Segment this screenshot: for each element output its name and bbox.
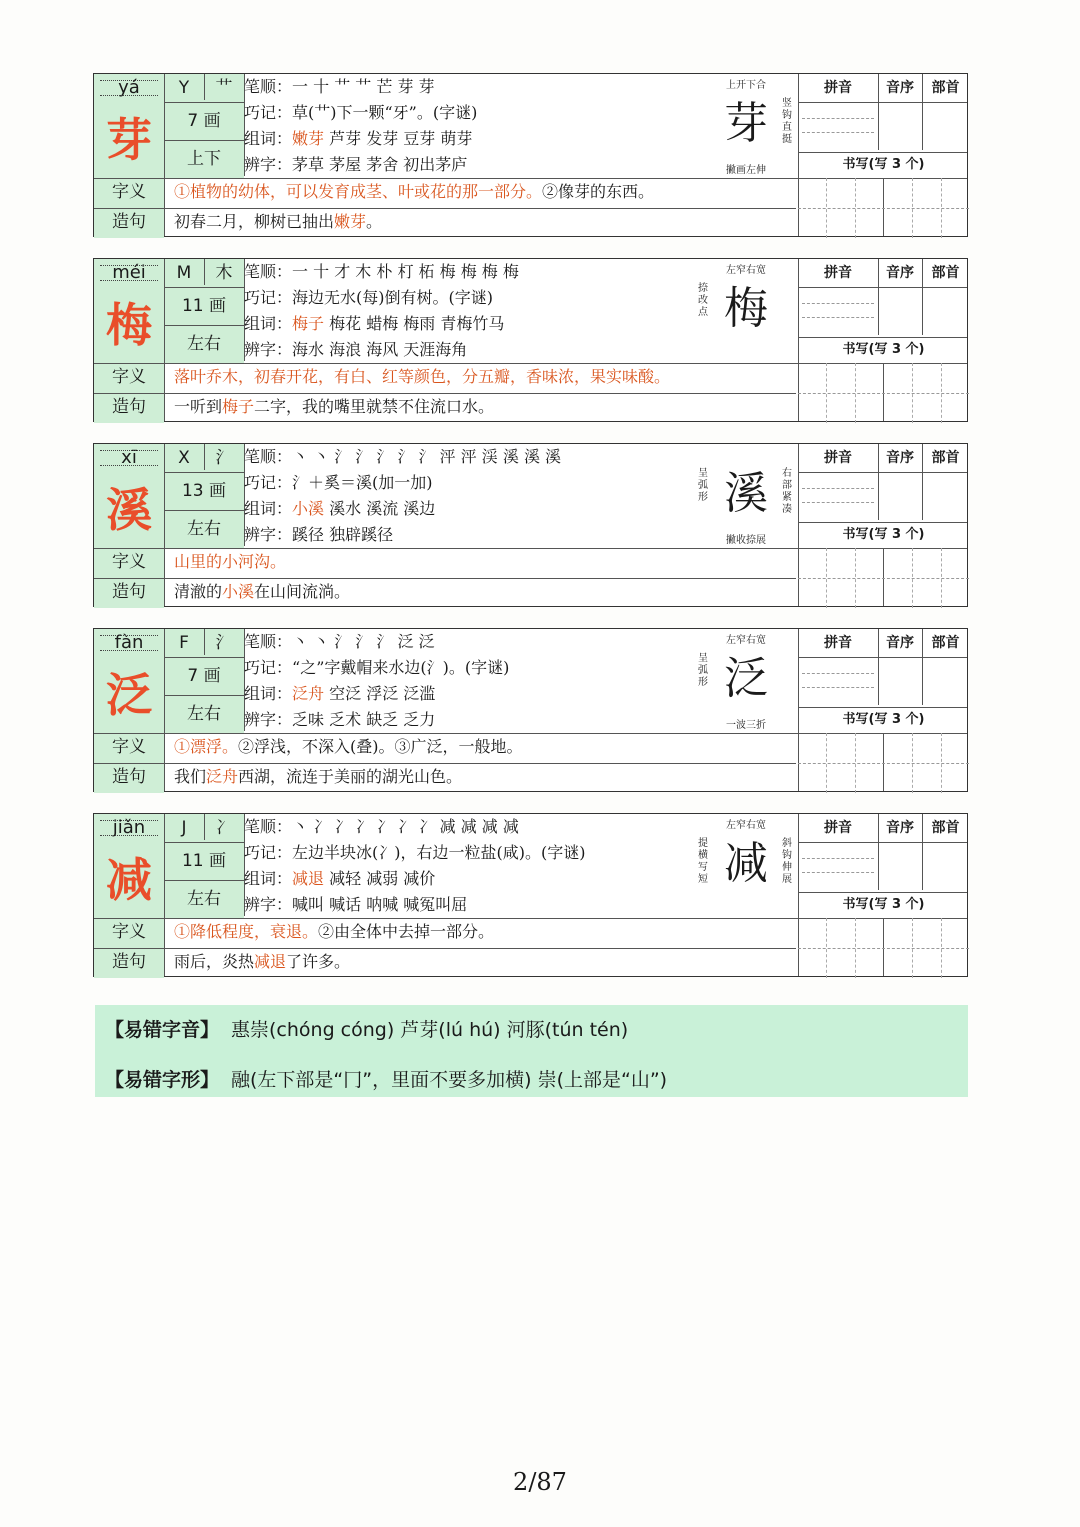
distinguish-label: 辨字： <box>244 340 293 359</box>
meaning-rest: ②浮浅，不深入(叠)。③广泛，一般地。 <box>238 737 523 756</box>
sentence-post: 二字，我的嘴里就禁不住流口水。 <box>254 397 495 416</box>
sentence-post: 西湖，流连于美丽的湖光山色。 <box>238 767 463 786</box>
pinyin-header: 拼音 <box>824 265 852 281</box>
sentence-pre: 一听到 <box>174 397 223 416</box>
common-errors-box <box>95 1005 968 1097</box>
words-label: 组词： <box>244 869 293 888</box>
mnemonic: 草(艹)下一颗“牙”。(字谜) <box>292 103 478 122</box>
writing-demo <box>694 74 798 178</box>
pinyin: jiǎn <box>94 814 164 842</box>
demo-bottom-note: 撇画左伸 <box>726 165 766 176</box>
structure: 左右 <box>187 334 221 354</box>
structure: 上下 <box>187 149 221 169</box>
pinyin: yá <box>94 74 164 102</box>
char-card <box>93 628 968 792</box>
write-header: 书写(写 3 个) <box>842 157 925 172</box>
meaning-highlight: 落叶乔木，初春开花，有白、红等颜色，分五瓣，香味浓，果实味酸。 <box>174 367 671 386</box>
words: 减轻 减弱 减价 <box>324 869 436 888</box>
demo-character: 减 <box>724 838 768 889</box>
radical: 氵 <box>215 448 233 468</box>
radical-header: 部首 <box>931 265 960 281</box>
demo-top-note: 左窄右宽 <box>726 820 766 831</box>
stroke-order-label: 笔顺： <box>244 632 293 651</box>
sentence-label: 造句 <box>112 952 146 972</box>
write-practice-area[interactable] <box>798 733 969 793</box>
info-lines <box>244 444 694 548</box>
sentence-highlight: 减退 <box>254 952 287 971</box>
distinguish: 海水 海浪 海风 天涯海角 <box>292 340 468 359</box>
main-character: 芽 <box>106 113 152 167</box>
order-header: 音序 <box>886 635 914 651</box>
meaning <box>174 918 494 946</box>
structure: 左右 <box>187 889 221 909</box>
sentence-post: 。 <box>366 212 383 231</box>
mnemonic-label: 巧记： <box>244 843 293 862</box>
words-label: 组词： <box>244 314 293 333</box>
mnemonic-label: 巧记： <box>244 288 293 307</box>
stroke-order: 一 十 才 木 朴 朾 柘 梅 梅 梅 梅 <box>292 262 519 281</box>
main-character: 减 <box>106 853 152 907</box>
mnemonic: 海边无水(每)倒有树。(字谜) <box>292 288 493 307</box>
demo-left-note: 捺改点 <box>698 283 708 318</box>
sentence <box>174 763 462 791</box>
main-character: 溪 <box>106 483 152 537</box>
meaning-rest: ②像芽的东西。 <box>542 182 655 201</box>
meaning-label: 字义 <box>112 182 146 202</box>
sentence <box>174 578 350 606</box>
demo-left-note: 呈弧形 <box>698 653 708 688</box>
pinyin-header: 拼音 <box>824 820 852 836</box>
sentence-highlight: 小溪 <box>222 582 255 601</box>
distinguish: 茅草 茅屋 茅舍 初出茅庐 <box>292 155 468 174</box>
sentence <box>174 208 382 236</box>
sentence-highlight: 梅子 <box>222 397 255 416</box>
order-header: 音序 <box>886 450 914 466</box>
info-lines <box>244 74 694 178</box>
sentence-post: 在山间流淌。 <box>254 582 351 601</box>
sentence-highlight: 嫩芽 <box>334 212 367 231</box>
mnemonic-label: 巧记： <box>244 473 293 492</box>
words: 芦芽 发芽 豆芽 萌芽 <box>324 129 473 148</box>
write-header: 书写(写 3 个) <box>842 712 925 727</box>
stroke-count: 13 画 <box>181 481 227 501</box>
words-highlight: 减退 <box>292 869 325 888</box>
sentence-pre: 我们 <box>174 767 207 786</box>
pinyin: fàn <box>94 629 164 657</box>
radical: 冫 <box>215 818 233 838</box>
stroke-count: 7 画 <box>187 666 221 686</box>
error-shape-line <box>105 1065 667 1092</box>
stroke-order-label: 笔顺： <box>244 77 293 96</box>
write-practice-area[interactable] <box>798 548 969 608</box>
sentence-label: 造句 <box>112 212 146 232</box>
words-label: 组词： <box>244 129 293 148</box>
sentence-pre: 初春二月，柳树已抽出 <box>174 212 335 231</box>
words-label: 组词： <box>244 499 293 518</box>
words: 空泛 浮泛 泛滥 <box>324 684 436 703</box>
demo-bottom-note: 撇收捺展 <box>726 535 766 546</box>
write-header: 书写(写 3 个) <box>842 897 925 912</box>
meaning-label: 字义 <box>112 737 146 757</box>
mnemonic: “之”字戴帽来水边(氵)。(字谜) <box>292 658 510 677</box>
mnemonic-label: 巧记： <box>244 658 293 677</box>
stroke-order: 丶 丶 氵 氵 氵 氵 氵 泙 泙 渓 溪 溪 溪 <box>292 447 562 466</box>
char-card <box>93 73 968 237</box>
writing-demo <box>694 444 798 548</box>
stroke-count: 11 画 <box>181 296 227 316</box>
meaning <box>174 363 670 391</box>
sentence-highlight: 泛舟 <box>206 767 239 786</box>
pinyin: méi <box>94 259 164 287</box>
demo-top-note: 左窄右宽 <box>726 265 766 276</box>
sentence-label: 造句 <box>112 582 146 602</box>
write-practice-area[interactable] <box>798 918 969 978</box>
stroke-order-label: 笔顺： <box>244 447 293 466</box>
demo-right-note: 竖钩直挺 <box>782 98 792 145</box>
meaning-highlight: ①降低程度，衰退。 <box>174 922 319 941</box>
error-sound-line <box>105 1015 628 1042</box>
stroke-order: 丶 丶 氵 氵 氵 泛 泛 <box>292 632 435 651</box>
mnemonic: 左边半块冰(冫)，右边一粒盐(咸)。(字谜) <box>292 843 586 862</box>
error-shape-label: 【易错字形】 <box>105 1069 220 1091</box>
write-practice-area[interactable] <box>798 363 969 423</box>
info-lines <box>244 629 694 733</box>
initial-letter: Y <box>178 78 190 98</box>
radical-header: 部首 <box>931 635 960 651</box>
char-card <box>93 258 968 422</box>
writing-demo <box>694 629 798 733</box>
meaning-highlight: 山里的小河沟。 <box>174 552 287 571</box>
demo-character: 梅 <box>724 283 768 334</box>
sentence-label: 造句 <box>112 397 146 417</box>
distinguish-label: 辨字： <box>244 525 293 544</box>
demo-top-note: 上开下合 <box>726 80 766 91</box>
meaning <box>174 178 654 206</box>
radical-header: 部首 <box>931 450 960 466</box>
sentence-post: 了许多。 <box>286 952 351 971</box>
sentence-label: 造句 <box>112 767 146 787</box>
write-practice-area[interactable] <box>798 178 969 238</box>
demo-character: 泛 <box>724 653 768 704</box>
radical: 木 <box>215 263 233 283</box>
info-lines <box>244 814 694 918</box>
radical-header: 部首 <box>931 80 960 96</box>
initial-letter: M <box>176 263 192 283</box>
order-header: 音序 <box>886 820 914 836</box>
demo-left-note: 呈弧形 <box>698 468 708 503</box>
words-highlight: 小溪 <box>292 499 325 518</box>
distinguish: 喊叫 喊话 呐喊 喊冤叫屈 <box>292 895 468 914</box>
main-character: 泛 <box>106 668 152 722</box>
distinguish: 蹊径 独辟蹊径 <box>292 525 394 544</box>
meaning-rest: ②由全体中去掉一部分。 <box>318 922 495 941</box>
order-header: 音序 <box>886 80 914 96</box>
pinyin-header: 拼音 <box>824 80 852 96</box>
order-header: 音序 <box>886 265 914 281</box>
demo-right-note: 右部紧凑 <box>782 468 792 515</box>
meaning-highlight: ①植物的幼体，可以发育成茎、叶或花的那一部分。 <box>174 182 543 201</box>
words: 溪水 溪流 溪边 <box>324 499 436 518</box>
writing-demo <box>694 259 798 363</box>
demo-left-note: 提横写短 <box>698 838 708 885</box>
initial-letter: F <box>179 633 189 653</box>
demo-right-note: 斜钩伸展 <box>782 838 792 885</box>
radical: 氵 <box>215 633 233 653</box>
pinyin: xī <box>94 444 164 472</box>
radical-header: 部首 <box>931 820 960 836</box>
mnemonic: 氵＋奚＝溪(加一加) <box>292 473 433 492</box>
distinguish-label: 辨字： <box>244 710 293 729</box>
stroke-order: 一 十 艹 艹 芒 芽 芽 <box>292 77 435 96</box>
stroke-order: 丶 冫 冫 冫 冫 冫 冫 减 减 减 减 <box>292 817 519 836</box>
initial-letter: J <box>181 818 187 838</box>
info-lines <box>244 259 694 363</box>
demo-character: 芽 <box>724 98 768 149</box>
meaning-highlight: ①漂浮。 <box>174 737 239 756</box>
meaning-label: 字义 <box>112 922 146 942</box>
stroke-order-label: 笔顺： <box>244 817 293 836</box>
sentence <box>174 393 494 421</box>
stroke-count: 11 画 <box>181 851 227 871</box>
write-header: 书写(写 3 个) <box>842 527 925 542</box>
writing-demo <box>694 814 798 918</box>
char-card <box>93 443 968 607</box>
stroke-count: 7 画 <box>187 111 221 131</box>
structure: 左右 <box>187 519 221 539</box>
meaning-label: 字义 <box>112 367 146 387</box>
sentence <box>174 948 350 976</box>
pinyin-header: 拼音 <box>824 635 852 651</box>
words-highlight: 梅子 <box>292 314 325 333</box>
radical: 艹 <box>215 78 233 98</box>
structure: 左右 <box>187 704 221 724</box>
meaning-label: 字义 <box>112 552 146 572</box>
main-character: 梅 <box>106 298 152 352</box>
error-shape-text: 融(左下部是“冂”，里面不要多加横) 崇(上部是“山”) <box>231 1069 668 1091</box>
distinguish: 乏味 乏术 缺乏 乏力 <box>292 710 436 729</box>
distinguish-label: 辨字： <box>244 155 293 174</box>
demo-character: 溪 <box>724 468 768 519</box>
error-sound-label: 【易错字音】 <box>105 1019 220 1041</box>
pinyin-header: 拼音 <box>824 450 852 466</box>
mnemonic-label: 巧记： <box>244 103 293 122</box>
demo-bottom-note: 一波三折 <box>726 720 766 731</box>
words-highlight: 泛舟 <box>292 684 325 703</box>
sentence-pre: 清澈的 <box>174 582 223 601</box>
demo-top-note: 左窄右宽 <box>726 635 766 646</box>
char-card <box>93 813 968 977</box>
words-highlight: 嫩芽 <box>292 129 325 148</box>
words-label: 组词： <box>244 684 293 703</box>
stroke-order-label: 笔顺： <box>244 262 293 281</box>
words: 梅花 蜡梅 梅雨 青梅竹马 <box>324 314 505 333</box>
sentence-pre: 雨后，炎热 <box>174 952 255 971</box>
initial-letter: X <box>178 448 190 468</box>
meaning <box>174 548 286 576</box>
page-number: 2/87 <box>513 1468 567 1496</box>
distinguish-label: 辨字： <box>244 895 293 914</box>
error-sound-text: 惠崇(chóng cóng) 芦芽(lú hú) 河豚(tún tén) <box>231 1019 629 1041</box>
meaning <box>174 733 523 761</box>
write-header: 书写(写 3 个) <box>842 342 925 357</box>
